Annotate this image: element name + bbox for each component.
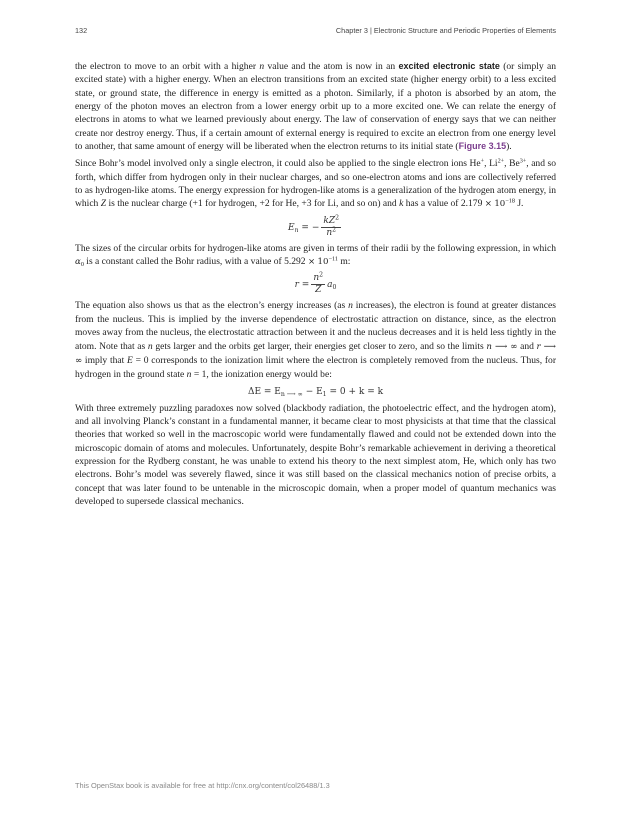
text-run: (or simply an excited state) with a higher energy. When an electron transitions from an excited state (higher energy orbit) to a less excited state, or ground state, the difference in energy is emitted as a photon. Similarly, if a photon is absorbed by an atom, the energy of the photon moves an electron from a lower energy orbit up to a more excited one. We can relate the energy of electrons in atoms to what we learned previously about energy. The law of conservation of energy says that we can neither create nor destroy energy. Thus, if a certain amount of external energy is required to excite an electron from one energy level to another, that same amount of energy will be liberated when the electron returns to its initial state ( [75, 61, 556, 153]
text-run: 10 [494, 199, 506, 210]
text-run: = 0 corresponds to the ionization limit where the electron is completely removed from the nucleus. Thus, for hydrogen in the ground state [75, 354, 556, 381]
paragraph-ionization [75, 299, 556, 381]
limit-expression: r ⟶ ∞ [75, 341, 556, 366]
eq-term: = 0 + k = k [329, 386, 384, 397]
eq-term: a [327, 280, 333, 291]
equation-radius [75, 273, 556, 296]
eq-term: kZ [323, 215, 336, 226]
eq-subscript: n [294, 226, 299, 234]
variable-k: k [399, 198, 404, 210]
text-run: 10 [317, 257, 329, 268]
text-run: imply that [84, 354, 125, 366]
paragraph-hydrogen-like-atoms [75, 157, 556, 211]
text-run: ). [506, 141, 512, 153]
text-run: , Be [504, 158, 520, 170]
chapter-running-header: Chapter 3 | Electronic Structure and Periodic Properties of Elements [335, 26, 556, 35]
text-run: has a value of 2.179 [405, 198, 483, 210]
variable-n: n [348, 300, 353, 312]
eq-subscript: 0 [332, 284, 337, 292]
exponent: 2 [332, 226, 337, 234]
equation-energy [75, 216, 556, 239]
text-run: Since Bohr’s model involved only a single electron, it could also be applied to the single electron ions He [75, 158, 481, 170]
text-run: increases), the electron is found at greater distances from the nucleus. This is implied by the inverse dependence of electrostatic attraction on distance, since, as the electron moves away from the nucleus, the electrostatic attraction between it and the nucleus decreases and it is held less tightly in the atom. Note that as [75, 300, 556, 352]
text-run: is a constant called the Bohr radius, with a value of 5.292 [86, 256, 306, 268]
exponent: 2 [319, 271, 324, 279]
limit-expression: n ⟶ ∞ [486, 341, 518, 352]
variable-n: n [147, 340, 153, 352]
variable-n: n [186, 369, 192, 381]
text-run: = 1, the ionization energy would be: [193, 369, 332, 381]
paragraph-orbit-radii [75, 242, 556, 270]
text-run: The sizes of the circular orbits for hydrogen-like atoms are given in terms of their radii by the following expression, in which [75, 242, 556, 254]
page-footer: This OpenStax book is available for free at http://cnx.org/content/col26488/1.3 [75, 781, 330, 790]
eq-term: ΔE = E [247, 386, 281, 397]
exponent: 2 [335, 214, 340, 222]
charge-superscript: 3+ [519, 157, 527, 165]
text-run: , Li [484, 158, 498, 170]
eq-term: n [326, 227, 333, 238]
text-run: The equation also shows us that as the electron’s energy increases (as [75, 300, 346, 312]
page-number: 132 [75, 26, 88, 35]
text-run: is the nuclear charge (+1 for hydrogen, +2 for He, +3 for Li, and so on) and [108, 198, 397, 210]
charge-superscript: 2+ [497, 157, 505, 165]
variable-n: n [259, 61, 265, 72]
text-run: the electron to move to an orbit with a higher [75, 61, 256, 72]
paragraph-excited-state [75, 60, 556, 153]
eq-subscript: 1 [322, 390, 327, 398]
times-symbol: × [484, 199, 492, 210]
eq-operator: = − [301, 222, 320, 233]
fraction [311, 273, 325, 296]
eq-lhs: r = [294, 280, 310, 291]
text-run: gets larger and the orbits get larger, their energies get closer to zero, and so the limits [155, 340, 484, 352]
denominator [321, 228, 341, 239]
exponent: −11 [328, 255, 338, 263]
eq-term: n [313, 273, 320, 284]
bohr-radius-symbol: α [75, 257, 81, 268]
eq-term: − E [305, 386, 323, 397]
key-term-excited-electronic-state: excited electronic state [398, 61, 500, 71]
variable-z: Z [100, 198, 107, 210]
text-run: J. [517, 198, 524, 210]
times-symbol: × [307, 257, 316, 268]
text-run: value and the atom is now in an [267, 61, 396, 72]
text-run: m: [340, 256, 351, 268]
numerator [311, 273, 325, 285]
body-text [75, 60, 556, 512]
paragraph-conclusion: With three extremely puzzling paradoxes now solved (blackbody radiation, the photoelectric effect, and the hydrogen atom), and all involving Planck’s constant in a fundamental manner, it became clear to most physicists at that time that the classical theories that worked so well in the macroscopic world were fundamentally flawed and could not be extended down into the microscopic domain of atoms and molecules. Unfortunately, despite Bohr’s remarkable achievement in deriving a theoretical expression for the Rydberg constant, he was unable to extend his theory to the next simplest atom, He, which only has two electrons. Bohr’s model was severely flawed, since it was still based on the classical mechanics notion of precise orbits, a concept that was later found to be untenable in the microscopic domain, when a proper model of quantum mechanics was developed to supersede classical mechanics. [75, 402, 556, 507]
eq-lhs: E [287, 222, 295, 233]
variable-e: E [127, 354, 133, 366]
eq-subscript: 0 [80, 261, 84, 269]
text-run: , and so forth, which differ from hydrogen only in their nuclear charges, and so one-electron atoms and ions are collectively referred to as hydrogen-like atoms. The energy expression for hydrogen-like atoms is a generalization of the hydrogen atom energy, in which [75, 158, 556, 210]
charge-superscript: + [480, 157, 485, 165]
exponent: −18 [505, 197, 515, 205]
equation-ionization-energy [75, 386, 556, 399]
text-run: and [520, 340, 534, 352]
eq-subscript: n ⟶ ∞ [280, 390, 303, 398]
fraction [321, 216, 341, 239]
denominator: Z [315, 285, 322, 296]
figure-reference-link[interactable]: Figure 3.15 [458, 141, 507, 152]
